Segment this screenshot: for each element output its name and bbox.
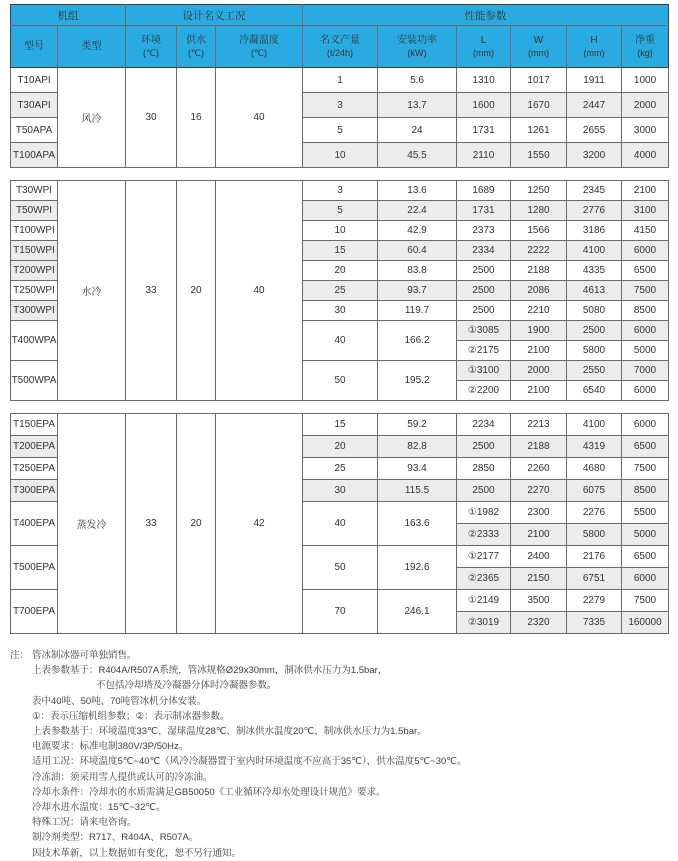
width-cell: 2100: [511, 341, 567, 361]
power-cell: 22.4: [378, 201, 457, 221]
width-cell: 2270: [511, 480, 567, 502]
weight-cell: 7000: [622, 361, 669, 381]
model-cell: T150WPI: [11, 241, 58, 261]
column-unit: (℃): [250, 47, 268, 58]
width-cell: 1250: [511, 181, 567, 201]
length-cell: 1310: [457, 68, 511, 93]
width-cell: 2300: [511, 502, 567, 524]
height-cell: 2345: [567, 181, 622, 201]
width-cell: 1566: [511, 221, 567, 241]
ambient-cell: 33: [126, 181, 177, 401]
group-gap: [10, 401, 668, 413]
model-cell: T150EPA: [11, 414, 58, 436]
height-cell: 4100: [567, 241, 622, 261]
length-cell: 2234: [457, 414, 511, 436]
note-line: 电源要求：标准电制380V/3P/50Hz。: [32, 741, 189, 753]
condensing-cell: 40: [216, 68, 303, 168]
power-cell: 83.8: [378, 261, 457, 281]
column-header: [303, 26, 378, 68]
note-line: 不包括冷却塔及冷凝器分体时冷凝器参数。: [96, 680, 277, 692]
length-cell: 1731: [457, 118, 511, 143]
weight-cell: 5000: [622, 524, 669, 546]
width-cell: 2100: [511, 381, 567, 401]
height-cell: 2176: [567, 546, 622, 568]
length-cell: ①3100: [457, 361, 511, 381]
note-line: 冷冻油：须采用雪人提供或认可的冷冻油。: [32, 771, 213, 783]
power-cell: 246.1: [378, 590, 457, 634]
note-line: ①：表示压缩机组参数；②：表示制冰器参数。: [32, 710, 230, 722]
capacity-cell: 40: [303, 502, 378, 546]
column-header: [216, 26, 303, 68]
capacity-cell: 30: [303, 301, 378, 321]
height-cell: 7335: [567, 612, 622, 634]
header-group-2: 设计名义工况: [126, 5, 303, 26]
height-cell: 1911: [567, 68, 622, 93]
column-unit: (℃): [187, 47, 205, 58]
ambient-cell: 33: [126, 414, 177, 634]
capacity-cell: 30: [303, 480, 378, 502]
height-cell: 2550: [567, 361, 622, 381]
note-line: 上表参数基于：R404A/R507A系统，管冰规格Ø29x30mm，制冰供水压力为1.5bar，: [32, 665, 388, 677]
header-group-3: 性能参数: [303, 5, 669, 26]
length-cell: 2373: [457, 221, 511, 241]
power-cell: 13.7: [378, 93, 457, 118]
note-line: 冷却水进水温度：15℃~32℃。: [32, 802, 166, 814]
spec-table-group-1: [10, 4, 669, 168]
column-unit: (t/24h): [327, 47, 354, 58]
width-cell: 1670: [511, 93, 567, 118]
weight-cell: 6500: [622, 546, 669, 568]
model-cell: T400EPA: [11, 502, 58, 546]
width-cell: 2210: [511, 301, 567, 321]
weight-cell: 2000: [622, 93, 669, 118]
group-gap: [10, 168, 668, 180]
column-label: 类型: [81, 41, 102, 52]
weight-cell: 6500: [622, 261, 669, 281]
column-header: [177, 26, 216, 68]
weight-cell: 7500: [622, 590, 669, 612]
model-cell: T200WPI: [11, 261, 58, 281]
width-cell: 2320: [511, 612, 567, 634]
column-unit: (℃): [142, 47, 160, 58]
model-cell: T200EPA: [11, 436, 58, 458]
column-label: 冷凝温度: [239, 34, 279, 46]
model-cell: T250EPA: [11, 458, 58, 480]
height-cell: 2500: [567, 321, 622, 341]
width-cell: 1017: [511, 68, 567, 93]
height-cell: 4680: [567, 458, 622, 480]
capacity-cell: 5: [303, 201, 378, 221]
width-cell: 3500: [511, 590, 567, 612]
model-cell: T400WPA: [11, 321, 58, 361]
note-line: 冷却水条件：冷却水的水质需满足GB50050《工业循环冷却水处理设计规范》要求。: [32, 786, 386, 798]
weight-cell: 160000: [622, 612, 669, 634]
power-cell: 42.9: [378, 221, 457, 241]
capacity-cell: 25: [303, 458, 378, 480]
note-line: 表中40吨、50吨、70吨管冰机分体安装。: [32, 695, 207, 707]
width-cell: 1261: [511, 118, 567, 143]
height-cell: 2776: [567, 201, 622, 221]
model-cell: T100WPI: [11, 221, 58, 241]
model-cell: T30WPI: [11, 181, 58, 201]
type-cell: 蒸发冷: [58, 414, 126, 634]
supply-cell: 20: [177, 414, 216, 634]
type-cell: 风冷: [58, 68, 126, 168]
height-cell: 4100: [567, 414, 622, 436]
power-cell: 60.4: [378, 241, 457, 261]
length-cell: ①1982: [457, 502, 511, 524]
power-cell: 166.2: [378, 321, 457, 361]
column-label: 型号: [24, 41, 44, 52]
capacity-cell: 70: [303, 590, 378, 634]
width-cell: 1280: [511, 201, 567, 221]
power-cell: 195.2: [378, 361, 457, 401]
height-cell: 3186: [567, 221, 622, 241]
weight-cell: 6000: [622, 414, 669, 436]
column-header: [457, 26, 511, 68]
note-line: 特殊工况：请来电咨询。: [32, 817, 137, 829]
note-line: 适用工况：环境温度5℃~40℃（风冷冷凝器置于室内时环境温度不应高于35℃），供水温度5℃~30℃。: [32, 756, 467, 768]
power-cell: 82.8: [378, 436, 457, 458]
capacity-cell: 25: [303, 281, 378, 301]
column-header: [11, 26, 58, 68]
power-cell: 5.6: [378, 68, 457, 93]
supply-cell: 16: [177, 68, 216, 168]
model-cell: T500EPA: [11, 546, 58, 590]
model-cell: T100APA: [11, 143, 58, 168]
length-cell: 2500: [457, 480, 511, 502]
height-cell: 4613: [567, 281, 622, 301]
length-cell: 2500: [457, 436, 511, 458]
column-unit: (kW): [407, 47, 427, 58]
width-cell: 2000: [511, 361, 567, 381]
model-cell: T30API: [11, 93, 58, 118]
power-cell: 24: [378, 118, 457, 143]
power-cell: 13.6: [378, 181, 457, 201]
column-unit: (mm): [583, 47, 605, 58]
length-cell: 1600: [457, 93, 511, 118]
power-cell: 93.7: [378, 281, 457, 301]
column-label: W: [533, 34, 544, 46]
column-label: L: [480, 34, 487, 46]
capacity-cell: 15: [303, 414, 378, 436]
note-line: 因技术革新，以上数据如有变化，恕不另行通知。: [32, 847, 242, 859]
weight-cell: 6000: [622, 568, 669, 590]
width-cell: 2400: [511, 546, 567, 568]
weight-cell: 3000: [622, 118, 669, 143]
type-cell: 水冷: [58, 181, 126, 401]
weight-cell: 8500: [622, 301, 669, 321]
height-cell: 6540: [567, 381, 622, 401]
column-unit: (kg): [637, 47, 653, 58]
weight-cell: 5000: [622, 341, 669, 361]
ambient-cell: 30: [126, 68, 177, 168]
width-cell: 1900: [511, 321, 567, 341]
capacity-cell: 15: [303, 241, 378, 261]
height-cell: 2279: [567, 590, 622, 612]
weight-cell: 2100: [622, 181, 669, 201]
capacity-cell: 50: [303, 546, 378, 590]
length-cell: ①2177: [457, 546, 511, 568]
length-cell: 1731: [457, 201, 511, 221]
weight-cell: 8500: [622, 480, 669, 502]
model-cell: T700EPA: [11, 590, 58, 634]
height-cell: 5800: [567, 524, 622, 546]
model-cell: T50WPI: [11, 201, 58, 221]
spec-table-group-2: [10, 180, 669, 401]
condensing-cell: 42: [216, 414, 303, 634]
model-cell: T300WPI: [11, 301, 58, 321]
length-cell: ①3085: [457, 321, 511, 341]
column-header: [567, 26, 622, 68]
weight-cell: 6000: [622, 241, 669, 261]
width-cell: 2222: [511, 241, 567, 261]
height-cell: 6751: [567, 568, 622, 590]
capacity-cell: 5: [303, 118, 378, 143]
power-cell: 59.2: [378, 414, 457, 436]
capacity-cell: 10: [303, 143, 378, 168]
model-cell: T250WPI: [11, 281, 58, 301]
spec-tables: [10, 4, 668, 634]
column-header: [378, 26, 457, 68]
supply-cell: 20: [177, 181, 216, 401]
length-cell: 2110: [457, 143, 511, 168]
notes-lines: [32, 648, 668, 861]
model-cell: T10API: [11, 68, 58, 93]
weight-cell: 5500: [622, 502, 669, 524]
note-line: 管冰制冰器可单独销售。: [32, 650, 137, 661]
height-cell: 4335: [567, 261, 622, 281]
condensing-cell: 40: [216, 181, 303, 401]
height-cell: 5080: [567, 301, 622, 321]
width-cell: 1550: [511, 143, 567, 168]
header-group-1: 机组: [11, 5, 126, 26]
power-cell: 115.5: [378, 480, 457, 502]
weight-cell: 6000: [622, 321, 669, 341]
model-cell: T500WPA: [11, 361, 58, 401]
spec-table-group-3: [10, 413, 669, 634]
length-cell: ②2333: [457, 524, 511, 546]
capacity-cell: 20: [303, 261, 378, 281]
width-cell: 2213: [511, 414, 567, 436]
capacity-cell: 50: [303, 361, 378, 401]
weight-cell: 3100: [622, 201, 669, 221]
weight-cell: 4150: [622, 221, 669, 241]
height-cell: 2447: [567, 93, 622, 118]
weight-cell: 7500: [622, 281, 669, 301]
length-cell: 1689: [457, 181, 511, 201]
width-cell: 2086: [511, 281, 567, 301]
column-label: 净重: [635, 34, 656, 46]
length-cell: 2500: [457, 281, 511, 301]
length-cell: 2850: [457, 458, 511, 480]
height-cell: 4319: [567, 436, 622, 458]
column-header: [622, 26, 669, 68]
weight-cell: 4000: [622, 143, 669, 168]
length-cell: 2500: [457, 301, 511, 321]
column-unit: (mm): [528, 47, 550, 58]
column-header: [58, 26, 126, 68]
height-cell: 6075: [567, 480, 622, 502]
height-cell: 2655: [567, 118, 622, 143]
capacity-cell: 1: [303, 68, 378, 93]
power-cell: 93.4: [378, 458, 457, 480]
length-cell: ②2175: [457, 341, 511, 361]
column-unit: (mm): [473, 47, 495, 58]
length-cell: ②2200: [457, 381, 511, 401]
column-label: 安装功率: [397, 34, 438, 46]
weight-cell: 6000: [622, 381, 669, 401]
column-header: [511, 26, 567, 68]
height-cell: 5800: [567, 341, 622, 361]
width-cell: 2188: [511, 436, 567, 458]
height-cell: 3200: [567, 143, 622, 168]
length-cell: 2334: [457, 241, 511, 261]
column-label: 环境: [141, 34, 161, 46]
power-cell: 45.5: [378, 143, 457, 168]
model-cell: T300EPA: [11, 480, 58, 502]
width-cell: 2260: [511, 458, 567, 480]
column-header: [126, 26, 177, 68]
column-label: H: [590, 34, 598, 46]
capacity-cell: 3: [303, 93, 378, 118]
capacity-cell: 3: [303, 181, 378, 201]
width-cell: 2150: [511, 568, 567, 590]
notes-label: 注：: [10, 650, 30, 661]
capacity-cell: 20: [303, 436, 378, 458]
capacity-cell: 40: [303, 321, 378, 361]
weight-cell: 1000: [622, 68, 669, 93]
length-cell: 2500: [457, 261, 511, 281]
width-cell: 2100: [511, 524, 567, 546]
column-label: 供水: [186, 34, 206, 46]
notes-section: [10, 648, 668, 861]
length-cell: ②2365: [457, 568, 511, 590]
length-cell: ②3019: [457, 612, 511, 634]
model-cell: T50APA: [11, 118, 58, 143]
note-line: 制冷剂类型：R717、R404A、R507A。: [32, 832, 199, 844]
weight-cell: 6500: [622, 436, 669, 458]
length-cell: ①2149: [457, 590, 511, 612]
capacity-cell: 10: [303, 221, 378, 241]
weight-cell: 7500: [622, 458, 669, 480]
power-cell: 163.6: [378, 502, 457, 546]
power-cell: 119.7: [378, 301, 457, 321]
power-cell: 192.6: [378, 546, 457, 590]
note-line: 上表参数基于：环境温度33℃、湿球温度28℃、制冰供水温度20℃、制冰供水压力为1.5bar。: [32, 726, 427, 738]
column-label: 名义产量: [320, 34, 361, 46]
height-cell: 2276: [567, 502, 622, 524]
width-cell: 2188: [511, 261, 567, 281]
